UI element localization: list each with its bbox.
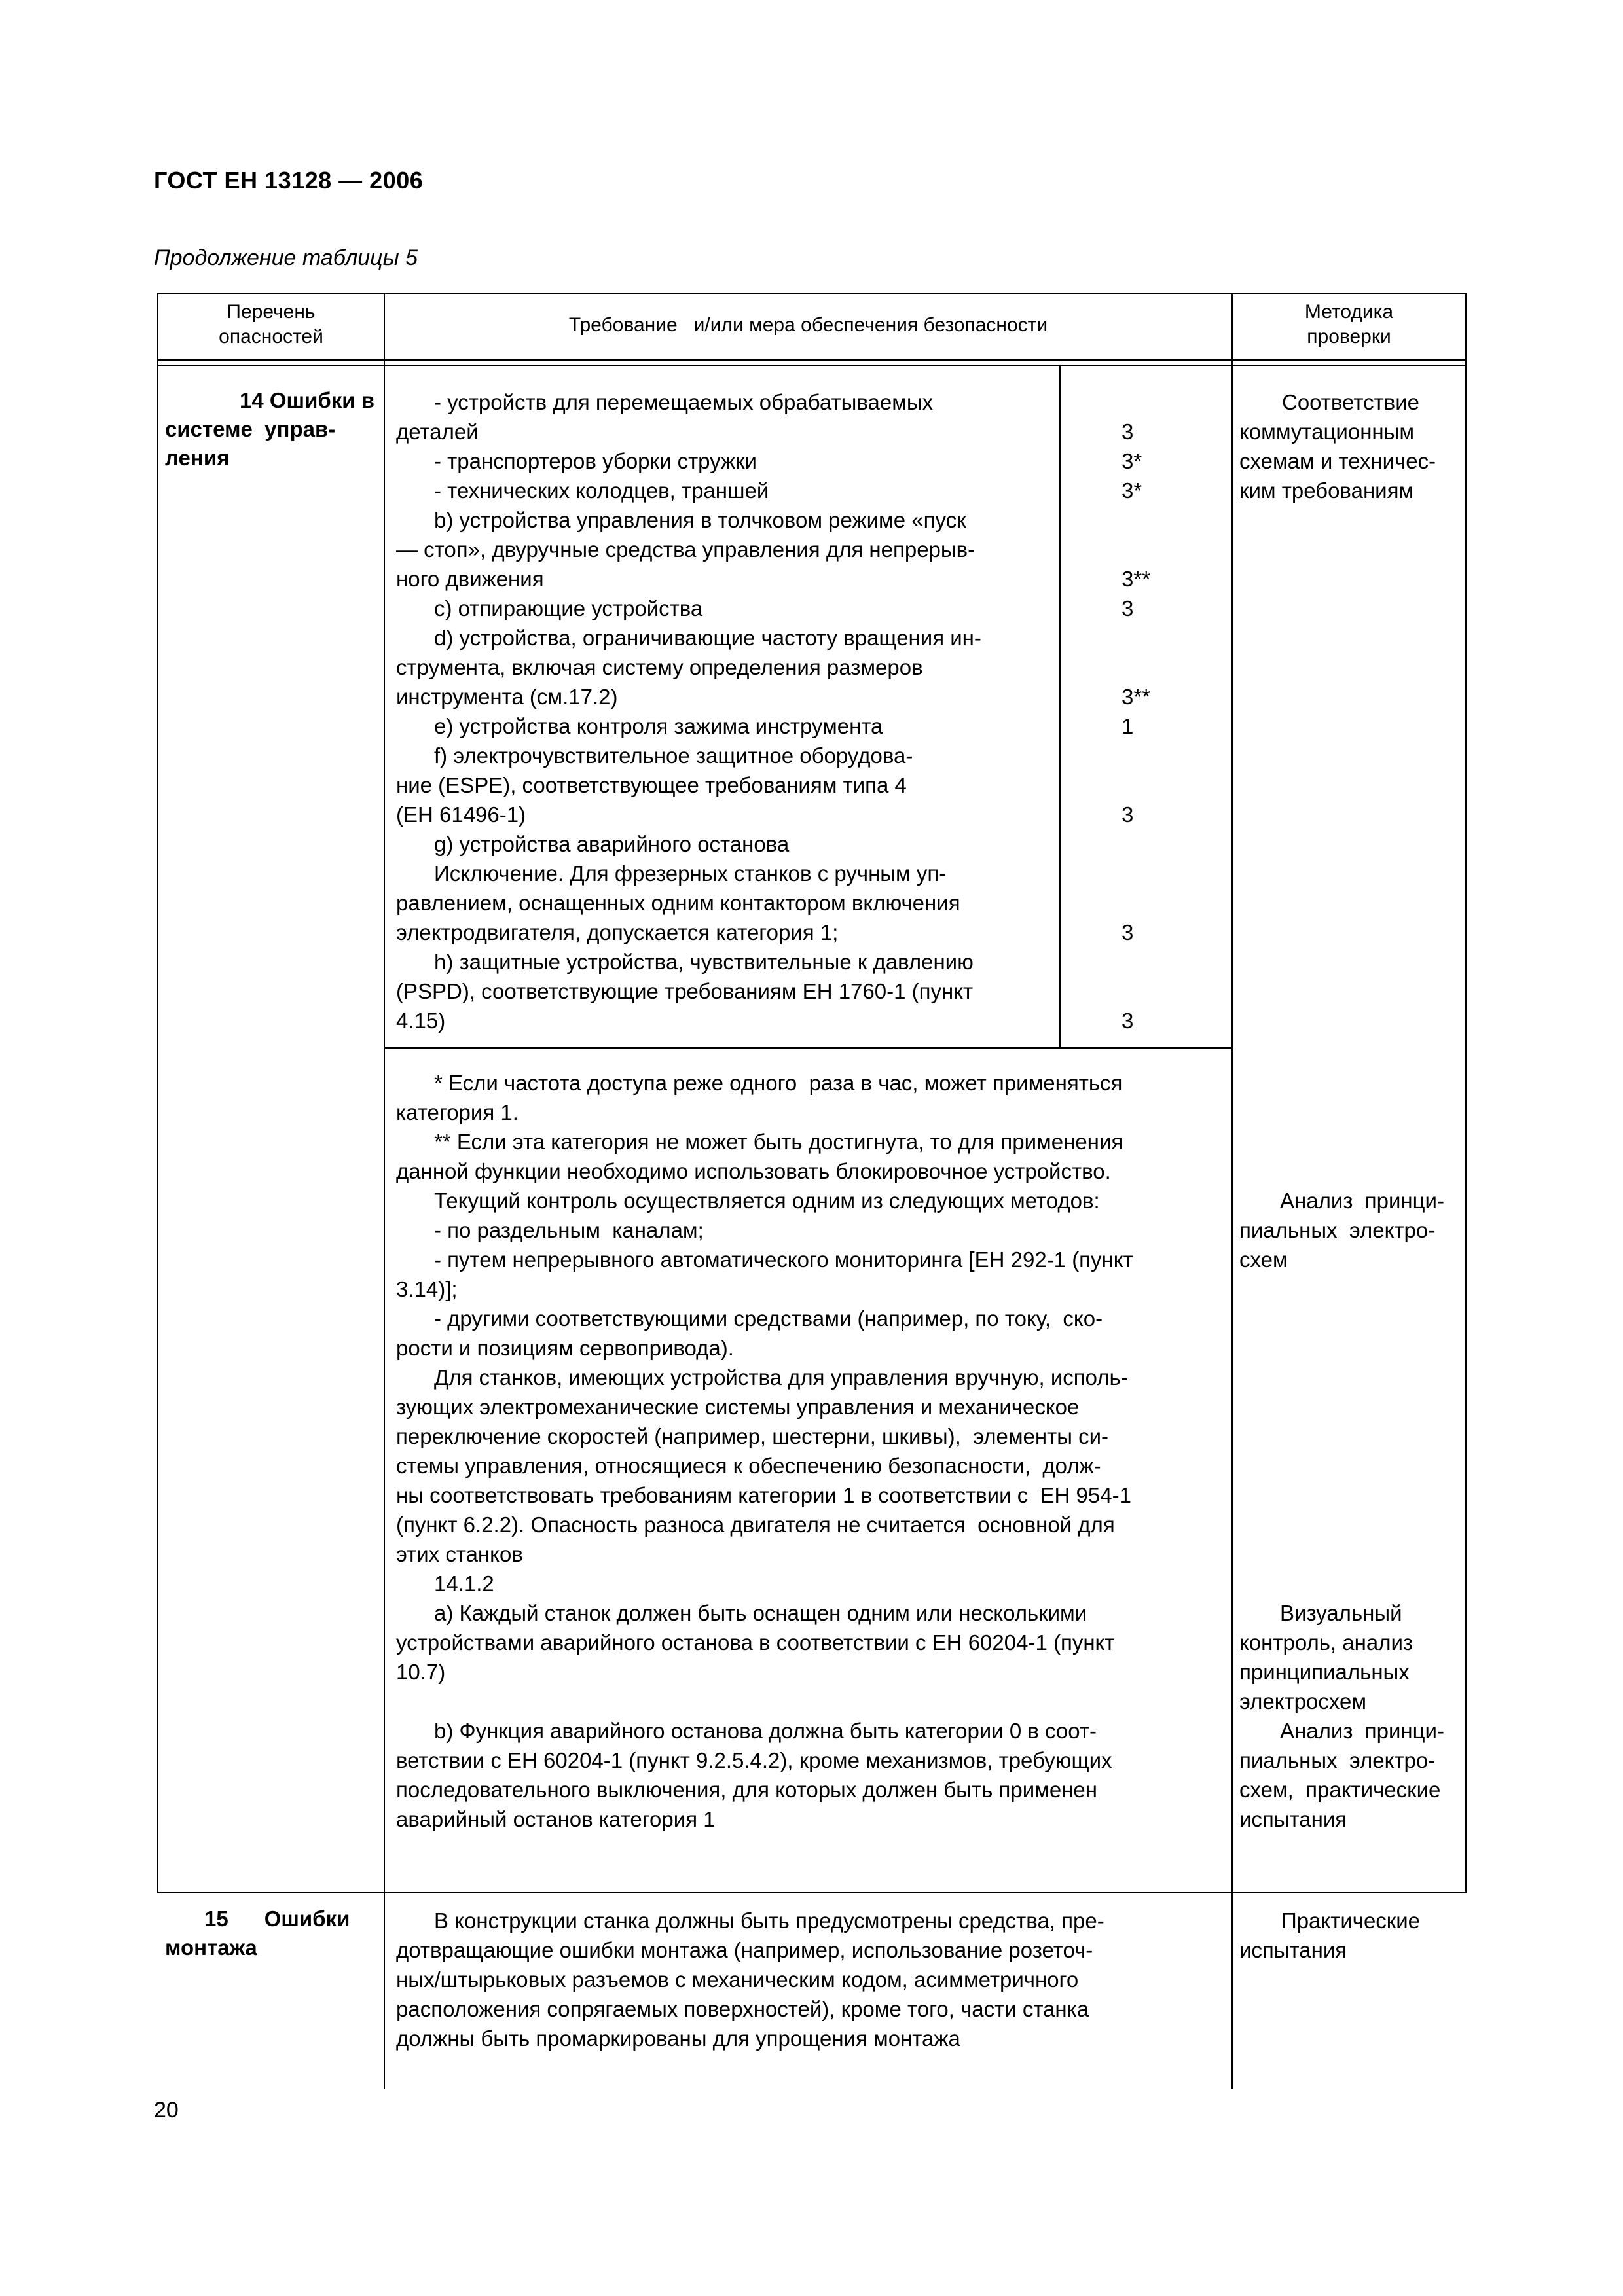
method-line: Анализ принци- [1280,1189,1444,1213]
method-line: схем, практические [1239,1778,1441,1802]
method-line: схем [1239,1247,1288,1272]
category-value: 3* [1122,449,1142,473]
row14-note-line: 10.7) [396,1660,446,1684]
row-divider-14-15 [157,1892,1465,1893]
row14-note-line: данной функции необходимо использовать блокировочное устройство. [396,1159,1111,1183]
row14-req-line: е) устройства контроля зажима инструмента [434,714,883,738]
row14-method-analysis-testing [1239,1716,1444,1834]
method-line: испытания [1239,1938,1347,1962]
row14-note-line: переключение скоростей (например, шестерни, шкивы), элементы си- [396,1424,1109,1448]
column-divider-1 [384,293,385,2089]
row15-req-line: дотвращающие ошибки монтажа (например, использование розеточ- [396,1938,1093,1962]
row14-note-line: Для станков, имеющих устройства для управления вручную, исполь- [434,1365,1128,1390]
row14-note-line: Текущий контроль осуществляется одним из следующих методов: [434,1189,1100,1213]
row15-req-line: должны быть промаркированы для упрощения монтажа [396,2026,960,2051]
method-line: пиальных электро- [1239,1218,1436,1242]
header-method-line-1: Методика [1304,301,1394,323]
row15-hazard-line-1: 15 Ошибки [204,1907,350,1931]
row14-req-line: d) устройства, ограничивающие частоту вращения ин- [434,626,981,650]
row14-req-line: струмента, включая систему определения размеров [396,655,923,679]
row14-note-line: ** Если эта категория не может быть достигнута, то для применения [434,1130,1123,1154]
method-line: схемам и техничес- [1239,449,1436,473]
row14-req-line: (ЕН 61496-1) [396,802,526,827]
category-value: 3** [1122,567,1151,591]
row14-note-line: - другими соответствующими средствами (например, по току, ско- [434,1306,1103,1331]
row14-req-line: 4.15) [396,1009,446,1033]
row14-note-line: аварийный останов категория 1 [396,1807,716,1831]
category-value: 3** [1122,685,1151,709]
category-value: 3 [1122,420,1134,444]
method-line: испытания [1239,1807,1347,1831]
subrow-divider [384,1047,1231,1049]
method-line: принципиальных [1239,1660,1410,1684]
header-method [1233,300,1465,350]
method-line: Анализ принци- [1280,1719,1444,1743]
method-line: электросхем [1239,1689,1367,1713]
category-value: 1 [1122,714,1134,738]
row14-note-line: 3.14)]; [396,1277,458,1301]
table-right-border [1465,293,1467,1893]
row14-note-line: ветствии с ЕН 60204-1 (пункт 9.2.5.4.2), кроме механизмов, требующих [396,1748,1112,1772]
row14-req-line: — стоп», двуручные средства управления для непрерыв- [396,537,976,562]
header-hazards-line-1: Перечень [227,301,316,323]
row14-note-line: - путем непрерывного автоматического мониторинга [ЕН 292-1 (пункт [434,1247,1133,1272]
row14-note-line: рости и позициям сервопривода). [396,1336,734,1360]
row14-note-line: 14.1.2 [434,1571,494,1596]
category-value: 3 [1122,920,1134,944]
method-line: контроль, анализ [1239,1630,1413,1655]
method-line: Соответствие [1281,390,1420,414]
row14-req-line: инструмента (см.17.2) [396,685,618,709]
row14-note-line: этих станков [396,1542,523,1566]
method-line: пиальных электро- [1239,1748,1436,1772]
header-bottom-line-1 [157,359,1465,361]
header-bottom-line-2 [157,365,1465,366]
page-number: 20 [154,2098,179,2123]
row15-hazard [165,1905,374,1962]
row14-method-visual [1239,1598,1462,1716]
row14-req-line: h) защитные устройства, чувствительные к давлению [434,950,974,974]
row14-req-line: ние (ESPE), соответствующее требованиям типа 4 [396,773,907,797]
row14-note-line: а) Каждый станок должен быть оснащен одним или несколькими [434,1601,1087,1625]
row14-req-line: равлением, оснащенных одним контактором включения [396,891,960,915]
row14-req-line: ного движения [396,567,544,591]
row15-hazard-line-2: монтажа [165,1935,257,1960]
row14-hazard [165,386,374,473]
row14-req-line: Исключение. Для фрезерных станков с ручным уп- [434,861,947,886]
row14-note-line: ны соответствовать требованиям категории 1 в соответствии с ЕН 954-1 [396,1483,1131,1507]
row15-req-line: ных/штырьковых разъемов с механическим кодом, асимметричного [396,1967,1079,1992]
category-divider [1059,365,1061,1047]
row14-note-line: стемы управления, относящиеся к обеспечению безопасности, долж- [396,1454,1101,1478]
row14-note-line: * Если частота доступа реже одного раза в час, может применяться [434,1071,1123,1095]
table-left-border [157,293,158,1893]
row14-req-line: (PSPD), соответствующие требованиям ЕН 1760-1 (пункт [396,979,974,1003]
row14-method-compliance [1239,387,1462,505]
row14-req-line: - технических колодцев, траншей [434,478,769,503]
header-hazards-line-2: опасностей [219,326,323,348]
row14-req-line: g) устройства аварийного останова [434,832,790,856]
row14-note-line: - по раздельным каналам; [434,1218,704,1242]
method-line: ким требованиям [1239,478,1414,503]
category-value: 3 [1122,1009,1134,1033]
row14-note-line: (пункт 6.2.2). Опасность разноса двигателя не считается основной для [396,1513,1115,1537]
row14-req-line: - транспортеров уборки стружки [434,449,757,473]
row14-req-line: - устройств для перемещаемых обрабатываемых [434,390,934,414]
row14-note-line: b) Функция аварийного останова должна быть категории 0 в соот- [434,1719,1097,1743]
row14-note-line: устройствами аварийного останова в соответствии с ЕН 60204-1 (пункт [396,1630,1115,1655]
header-hazards [158,300,384,350]
table-continuation-label: Продолжение таблицы 5 [154,245,418,270]
column-divider-2 [1231,293,1233,2089]
row15-method [1239,1906,1462,1965]
header-requirement: Требование и/или мера обеспечения безопасности [568,314,1048,336]
row15-req-line: В конструкции станка должны быть предусмотрены средства, пре- [434,1909,1104,1933]
row14-hazard-line-1: 14 Ошибки в [240,388,374,412]
row14-method-analysis [1239,1186,1444,1274]
category-value: 3* [1122,478,1142,503]
category-value: 3 [1122,596,1134,620]
row15-req-line: расположения сопрягаемых поверхностей), кроме того, части станка [396,1997,1089,2021]
row14-hazard-line-3: ления [165,446,230,470]
row14-note-line: зующих электромеханические системы управления и механическое [396,1395,1080,1419]
header-method-line-2: проверки [1307,326,1391,348]
row14-note-line: категория 1. [396,1100,519,1124]
category-value: 3 [1122,802,1134,827]
method-line: Визуальный [1280,1601,1402,1625]
row14-req-line: деталей [396,420,479,444]
row14-req-line: f) электрочувствительное защитное оборудова- [434,744,913,768]
row14-req-line: электродвигателя, допускается категория 1; [396,920,839,944]
row14-req-line: b) устройства управления в толчковом режиме «пуск [434,508,966,532]
method-line: коммутационным [1239,420,1415,444]
table-top-border [157,293,1465,294]
row14-req-line: с) отпирающие устройства [434,596,703,620]
method-line: Практические [1281,1909,1421,1933]
row14-hazard-line-2: системе управ- [165,417,336,441]
row14-note-line: последовательного выключения, для которых должен быть применен [396,1778,1097,1802]
document-title: ГОСТ ЕН 13128 — 2006 [154,167,424,194]
